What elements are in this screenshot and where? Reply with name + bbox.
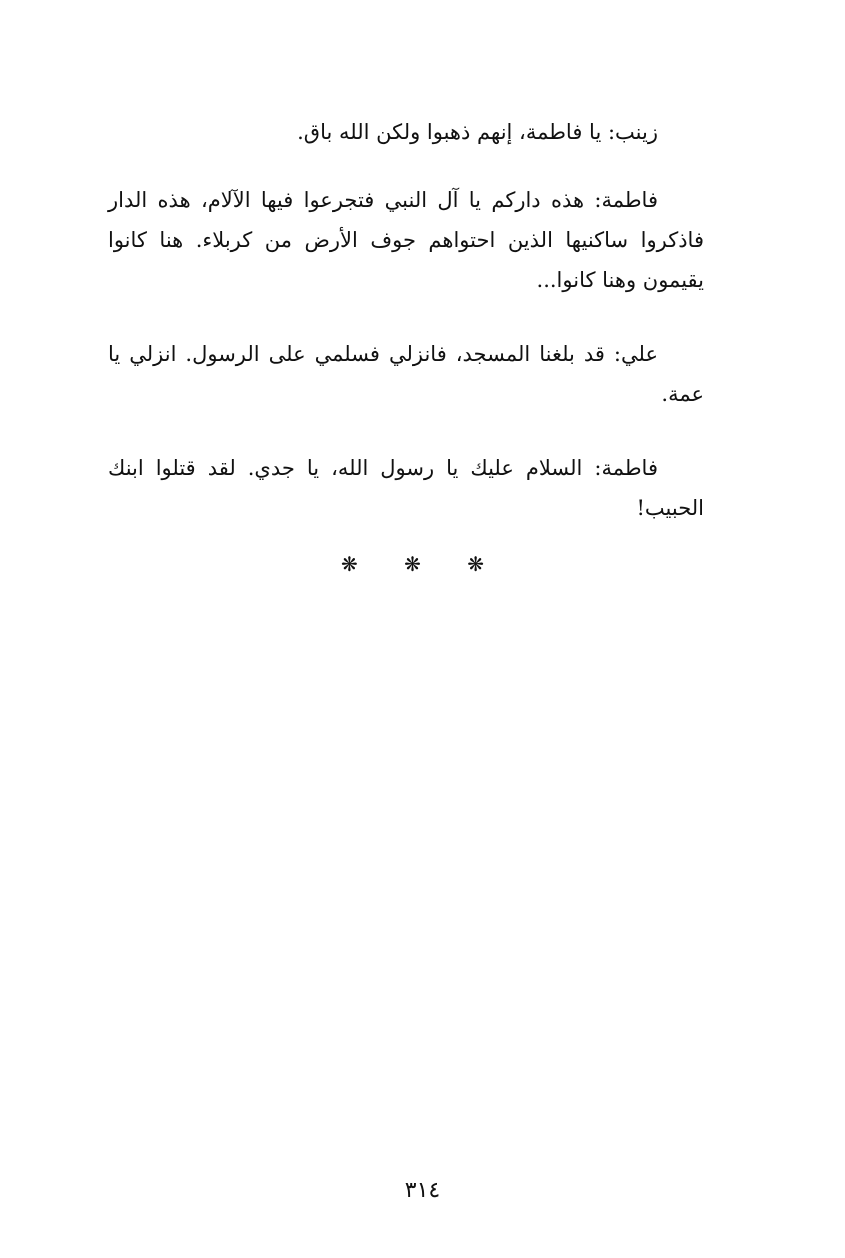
paragraph-zainab: زينب: يا فاطمة، إنهم ذهبوا ولكن الله باق. xyxy=(297,120,658,144)
paragraph-ali-mosque: علي: قد بلغنا المسجد، فانزلي فسلمي على الرسول. انزلي يا عمة. xyxy=(108,342,704,406)
text-body xyxy=(108,112,704,562)
section-separator: ❋ ❋ ❋ xyxy=(341,552,504,576)
paragraph-fatima-greeting: فاطمة: السلام عليك يا رسول الله، يا جدي. لقد قتلوا ابنك الحبيب! xyxy=(108,456,704,520)
page-number: ٣١٤ xyxy=(404,1178,441,1203)
paragraph-fatima-home: فاطمة: هذه داركم يا آل النبي فتجرعوا فيها الآلام، هذه الدار فاذكروا ساكنيها الذين احتواهم جوف الأرض من كربلاء. هنا كانوا يقيمون وهنا كانوا... xyxy=(108,188,704,292)
